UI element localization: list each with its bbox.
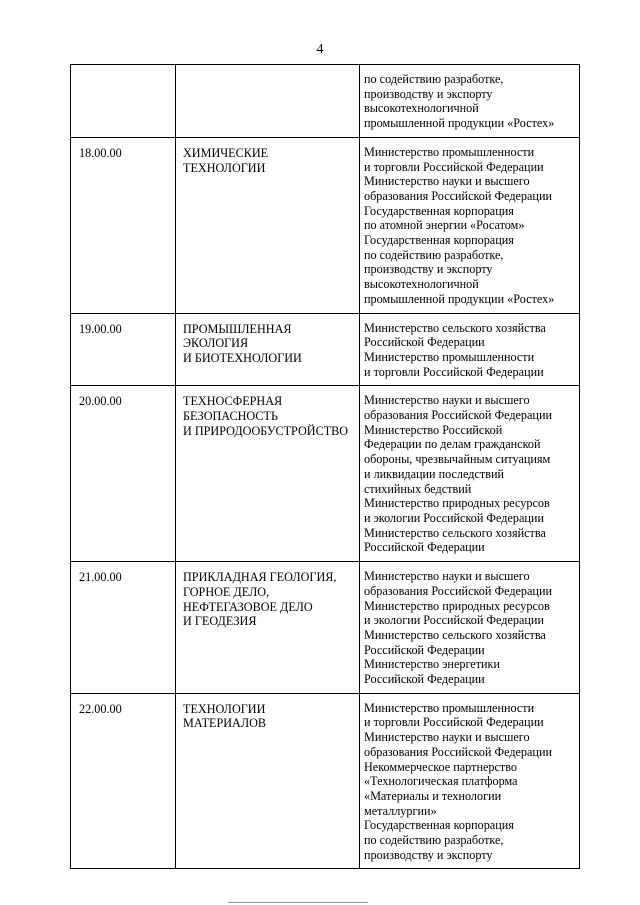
organization-line: металлургии» [364,803,437,818]
specialty-code: 18.00.00 [79,145,122,160]
organization-cell [360,693,580,869]
specialty-name-line: ТЕХНОЛОГИИ [183,701,266,716]
code-cell [71,313,176,386]
organization-line: Министерство науки и высшего [364,174,530,189]
specialty-name [176,65,359,81]
organization-line: стихийных бедствий [364,481,472,496]
organization-line: Российской Федерации [364,642,485,657]
table-row [71,313,580,386]
name-cell [176,386,360,562]
organization-line: Министерство промышленности [364,144,535,159]
organization-line: Министерство сельского хозяйства [364,525,546,540]
code-cell [71,693,176,869]
organization-line: Министерство Российской [364,422,503,437]
table-row [71,65,580,138]
organization-line: и торговли Российской Федерации [364,364,544,379]
organization-list [360,314,579,386]
specialty-name-line: ГОРНОЕ ДЕЛО, [183,584,270,599]
specialty-name-line: ЭКОЛОГИЯ [183,336,249,351]
organization-line: Государственная корпорация [364,233,514,248]
organization-line: Некоммерческое партнерство [364,759,517,774]
organization-line: Российской Федерации [364,540,485,555]
specialty-name [176,694,359,739]
organization-line: образования Российской Федерации [364,188,553,203]
organization-list [360,138,579,313]
organization-line: по атомной энергии «Росатом» [364,218,525,233]
organization-line: Министерство промышленности [364,349,535,364]
organization-line: Государственная корпорация [364,818,514,833]
organization-list [360,65,579,137]
organization-cell [360,137,580,313]
organization-line: образования Российской Федерации [364,744,553,759]
specialty-name-line: И ГЕОДЕЗИЯ [183,614,257,629]
organization-line: по содействию разработке, [364,833,504,848]
organization-cell [360,562,580,694]
name-cell [176,693,360,869]
table-body [71,65,580,869]
specialty-name [176,138,359,183]
organization-line: Министерство сельского хозяйства [364,320,546,335]
organization-cell [360,313,580,386]
organization-line: и торговли Российской Федерации [364,715,544,730]
organization-cell [360,65,580,138]
name-cell [176,65,360,138]
organization-list [360,386,579,561]
organization-line: промышленной продукции «Ростех» [364,291,555,306]
organization-line: по содействию разработке, [364,247,504,262]
table-row [71,137,580,313]
organization-line: Министерство науки и высшего [364,569,530,584]
code-cell [71,386,176,562]
organization-list [360,694,579,869]
organization-line: производству и экспорту [364,86,493,101]
specialty-name-line: ТЕХНОЛОГИИ [183,160,266,175]
code-cell [71,562,176,694]
organization-line: Министерство промышленности [364,700,535,715]
organization-cell [360,386,580,562]
table-row [71,562,580,694]
table-row [71,386,580,562]
code-cell [71,137,176,313]
specialty-name-line: ПРИКЛАДНАЯ ГЕОЛОГИЯ, [183,570,337,585]
table-row [71,693,580,869]
specialty-name-line: ПРОМЫШЛЕННАЯ [183,321,292,336]
organization-line: промышленной продукции «Ростех» [364,116,555,131]
specialty-name-line: И ПРИРОДООБУСТРОЙСТВО [183,423,349,438]
page-bottom-edge [228,902,368,903]
specialty-name [176,314,359,374]
organization-line: и торговли Российской Федерации [364,159,544,174]
specialty-name [176,562,359,637]
code-cell [71,65,176,138]
organization-line: высокотехнологичной [364,277,479,292]
organization-line: Министерство науки и высшего [364,393,530,408]
page-number: 4 [316,42,324,57]
name-cell [176,137,360,313]
specialty-code: 20.00.00 [79,394,122,409]
organization-line: образования Российской Федерации [364,583,553,598]
organization-line: Министерство энергетики [364,657,500,672]
organization-line: высокотехнологичной [364,101,479,116]
organization-line: Министерство природных ресурсов [364,598,550,613]
organization-line: Российской Федерации [364,335,485,350]
organization-list [360,562,579,693]
specialty-name-line: ТЕХНОСФЕРНАЯ [183,394,283,409]
organization-line: производству и экспорту [364,847,493,862]
organization-line: и ликвидации последствий [364,466,504,481]
specialty-code: 21.00.00 [79,570,122,585]
specialty-name-line: МАТЕРИАЛОВ [183,716,267,731]
specialty-name-line: НЕФТЕГАЗОВОЕ ДЕЛО [183,599,313,614]
organization-line: Российской Федерации [364,672,485,687]
organization-line: Министерство науки и высшего [364,730,530,745]
specialty-code: 19.00.00 [79,321,122,336]
specialty-code [71,65,175,81]
organization-line: образования Российской Федерации [364,408,553,423]
name-cell [176,313,360,386]
organization-line: Государственная корпорация [364,203,514,218]
organization-line: Министерство сельского хозяйства [364,627,546,642]
specialty-name [176,386,359,446]
organization-line: и экологии Российской Федерации [364,613,544,628]
organization-line: обороны, чрезвычайным ситуациям [364,452,551,467]
organization-line: «Материалы и технологии [364,788,502,803]
specialty-name-line: БЕЗОПАСНОСТЬ [183,409,278,424]
organization-line: по содействию разработке, [364,72,504,86]
organization-line: и экологии Российской Федерации [364,510,544,525]
organization-line: производству и экспорту [364,262,493,277]
organization-line: Федерации по делам гражданской [364,437,541,452]
specialty-name-line: И БИОТЕХНОЛОГИИ [183,350,302,365]
name-cell [176,562,360,694]
specialty-code: 22.00.00 [79,701,122,716]
specialty-name-line: ХИМИЧЕСКИЕ [183,145,269,160]
organization-line: «Технологическая платформа [364,774,518,789]
specialties-table [70,64,580,869]
organization-line: Министерство природных ресурсов [364,496,550,511]
